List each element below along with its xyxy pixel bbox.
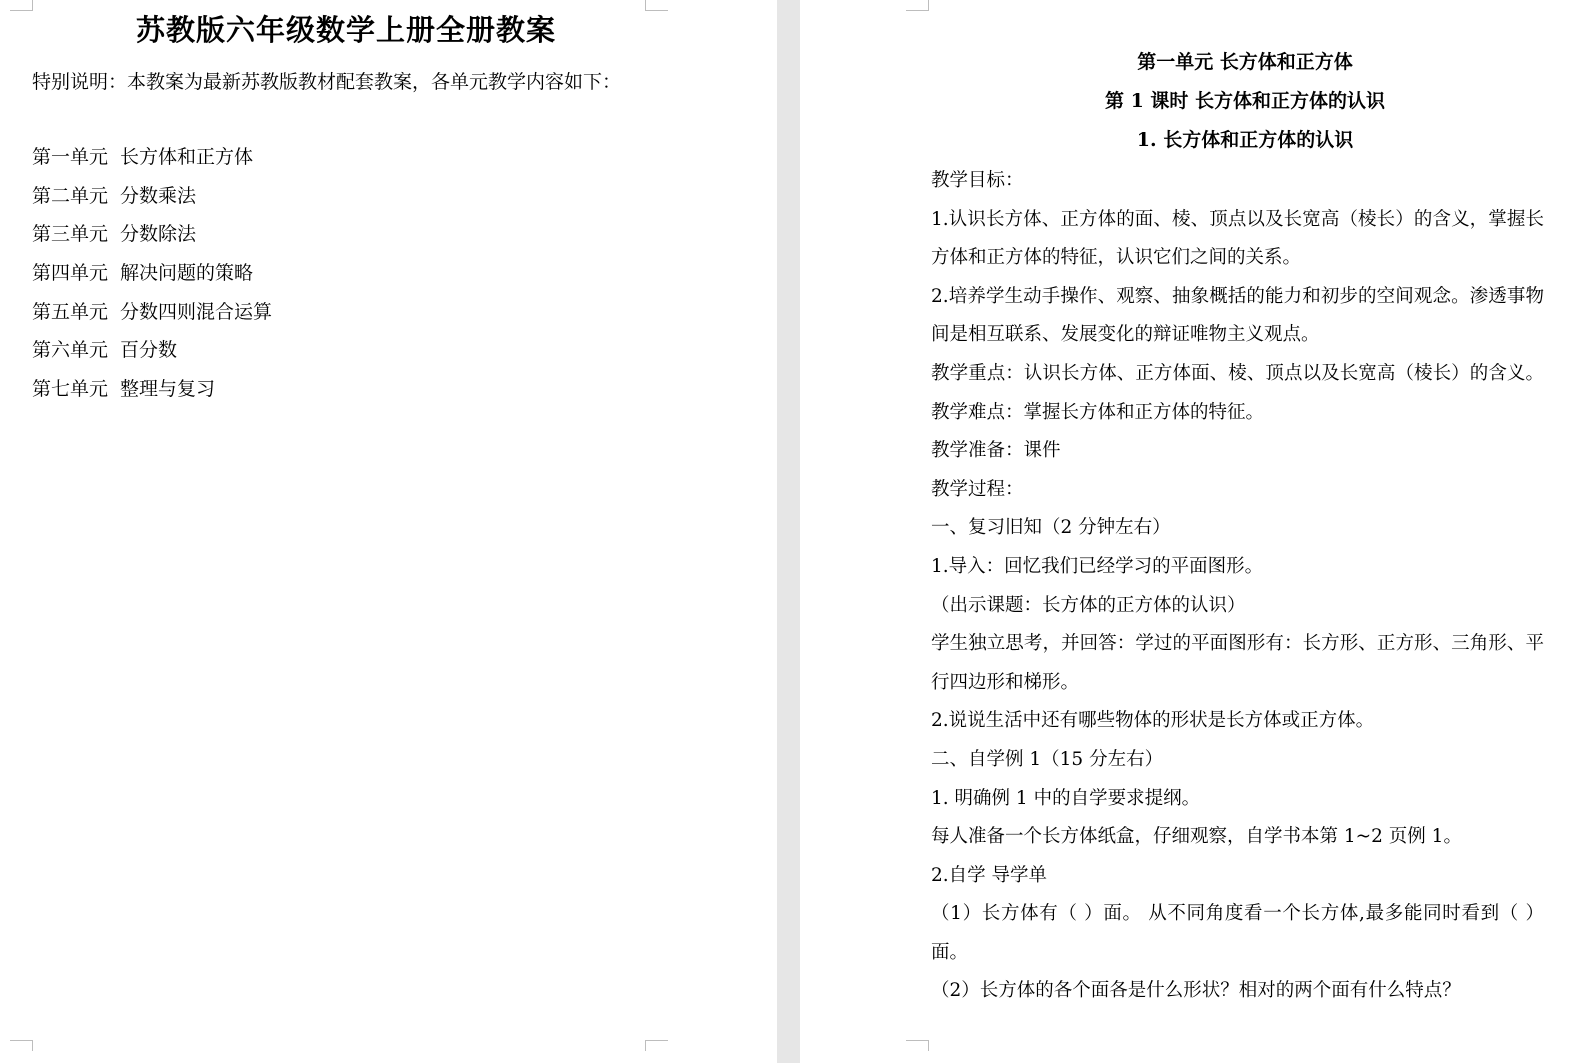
lesson-paragraph: （2）长方体的各个面各是什么形状？相对的两个面有什么特点？ bbox=[931, 980, 1461, 1002]
unit-name: 解决问题的策略 bbox=[120, 262, 254, 285]
intro-note: 特别说明：本教案为最新苏教版教材配套教案，各单元教学内容如下： bbox=[32, 71, 622, 93]
unit-number: 第一单元 bbox=[32, 146, 109, 168]
lesson-paragraph: 一、复习旧知（2 分钟左右） bbox=[931, 517, 1171, 539]
unit-number: 第三单元 bbox=[32, 223, 109, 246]
lesson-paragraph: 学生独立思考，并回答：学过的平面图形有：长方形、正方形、三角形、平行四边形和梯形。 bbox=[931, 633, 1544, 693]
unit-number: 第五单元 bbox=[32, 300, 109, 323]
page-corner-mark bbox=[906, 0, 929, 11]
page-corner-mark bbox=[10, 1040, 33, 1051]
lesson-heading: 第 1 课时 长方体和正方体的认识 bbox=[1104, 90, 1386, 112]
document-title: 苏教版六年级数学上册全册教案 bbox=[135, 13, 556, 47]
unit-name: 整理与复习 bbox=[120, 378, 216, 401]
document-page-left bbox=[0, 0, 777, 1063]
unit-number: 第四单元 bbox=[32, 262, 109, 285]
lesson-paragraph: 2.自学 导学单 bbox=[931, 864, 1048, 886]
page-corner-mark bbox=[906, 1040, 929, 1051]
unit-item bbox=[32, 143, 272, 182]
unit-number: 第七单元 bbox=[32, 378, 109, 401]
lesson-paragraph: 1.导入：回忆我们已经学习的平面图形。 bbox=[931, 555, 1264, 577]
section-heading: 1. 长方体和正方体的认识 bbox=[1136, 129, 1354, 151]
lesson-paragraph: 每人准备一个长方体纸盒，仔细观察，自学书本第 1~2 页例 1。 bbox=[931, 826, 1462, 848]
unit-name: 长方体和正方体 bbox=[120, 146, 254, 168]
unit-name: 百分数 bbox=[120, 339, 178, 362]
unit-heading: 第一单元 长方体和正方体 bbox=[1137, 51, 1353, 73]
lesson-body bbox=[931, 162, 1544, 1011]
unit-item bbox=[32, 182, 272, 221]
unit-number: 第六单元 bbox=[32, 339, 109, 362]
document-page-right bbox=[800, 0, 1595, 1063]
unit-item bbox=[32, 375, 272, 414]
lesson-paragraph: （1）长方体有（ ）面。 从不同角度看一个长方体,最多能同时看到（ ）面。 bbox=[931, 903, 1544, 963]
lesson-paragraph: 1.认识长方体、正方体的面、棱、顶点以及长宽高（棱长）的含义，掌握长方体和正方体的特征，认识它们之间的关系。 bbox=[931, 208, 1544, 269]
unit-item bbox=[32, 298, 272, 337]
lesson-paragraph: 教学重点：认识长方体、正方体面、棱、顶点以及长宽高（棱长）的含义。 教学难点：掌握长方体和正方体的特征。 bbox=[931, 362, 1544, 423]
unit-item bbox=[32, 220, 272, 259]
page-corner-mark bbox=[645, 1040, 668, 1051]
unit-item bbox=[32, 259, 272, 298]
lesson-paragraph: 教学过程： bbox=[931, 478, 1024, 500]
unit-name: 分数乘法 bbox=[120, 184, 197, 207]
lesson-paragraph: （出示课题：长方体的正方体的认识） bbox=[931, 594, 1246, 616]
unit-name: 分数除法 bbox=[120, 223, 197, 246]
lesson-paragraph: 二、自学例 1（15 分左右） bbox=[931, 748, 1164, 770]
unit-name: 分数四则混合运算 bbox=[120, 300, 273, 323]
unit-number: 第二单元 bbox=[32, 184, 109, 207]
unit-list bbox=[32, 143, 272, 414]
lesson-paragraph: 教学目标： bbox=[931, 170, 1024, 191]
lesson-paragraph: 2.培养学生动手操作、观察、抽象概括的能力和初步的空间观念。渗透事物间是相互联系、发展变化的辩证唯物主义观点。 bbox=[931, 285, 1544, 346]
lesson-paragraph: 1. 明确例 1 中的自学要求提纲。 bbox=[931, 787, 1201, 809]
unit-item bbox=[32, 336, 272, 375]
lesson-paragraph: 2.说说生活中还有哪些物体的形状是长方体或正方体。 bbox=[931, 710, 1375, 732]
lesson-paragraph: 教学准备：课件 bbox=[931, 440, 1061, 462]
